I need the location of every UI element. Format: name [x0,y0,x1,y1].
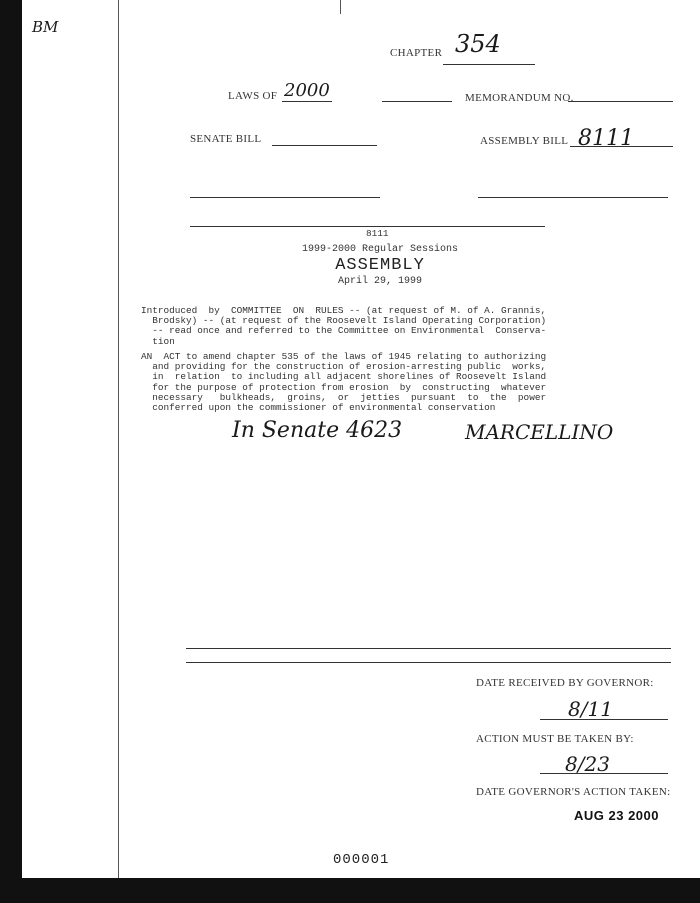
page-number: 000001 [333,852,390,868]
assembly-bill-value: 8111 [578,126,634,151]
action-taken-label: DATE GOVERNOR'S ACTION TAKEN: [476,786,671,798]
memo-blank-line [382,101,452,102]
chapter-line [443,64,535,65]
handwritten-senate: In Senate 4623 [232,418,403,443]
received-label: DATE RECEIVED BY GOVERNOR: [476,677,654,689]
action-by-label: ACTION MUST BE TAKEN BY: [476,733,634,745]
blank-line-left [190,197,380,198]
divider-top [190,226,545,227]
action-taken-stamp: AUG 23 2000 [574,808,659,823]
handwritten-sponsor: MARCELLINO [465,420,614,444]
senate-bill-line [272,145,377,146]
laws-value: 2000 [284,80,330,101]
introduced-text: Introduced by COMMITTEE ON RULES -- (at request of M. of A. Grannis, Brodsky) -- (at request of the Roosevelt Island Operating Corporation) -- read once and referred to the Committee on Environmental Conserva- tion [141,305,547,347]
action-by-line [540,773,668,774]
chapter-label: CHAPTER [390,47,443,59]
margin-note: BM [32,18,59,36]
divider-lower-1 [186,648,671,649]
divider-lower-2 [186,662,671,663]
senate-bill-label: SENATE BILL [190,133,262,145]
house-title: ASSEMBLY [335,256,425,275]
left-margin-bar [0,0,22,903]
bill-number: 8111 [366,228,389,239]
action-by-value: 8/23 [565,752,610,776]
bottom-margin-bar [0,878,700,903]
sessions-line: 1999-2000 Regular Sessions [301,244,459,255]
memo-label: MEMORANDUM NO. [465,92,574,104]
received-line [540,719,668,720]
laws-line [282,101,332,102]
blank-line-right [478,197,668,198]
memo-line [568,101,673,102]
bill-date: April 29, 1999 [337,276,422,287]
assembly-bill-line [570,146,673,147]
laws-label: LAWS OF [228,90,278,102]
act-text: AN ACT to amend chapter 535 of the laws of 1945 relating to authorizing and providing for the construction of erosion-arresting public works, in relation to including all adjacent shorelines of Roosevelt Island for the purpose of protection from erosion by constructing whatever necessary bulkheads, groins, or jetties pursuant to the power conferred upon the commissioner of environmental conservation [141,351,547,414]
chapter-value: 354 [455,30,501,58]
assembly-bill-label: ASSEMBLY BILL [480,135,569,147]
received-value: 8/11 [568,697,613,721]
top-tick [340,0,341,14]
page-fold-line [118,0,119,878]
